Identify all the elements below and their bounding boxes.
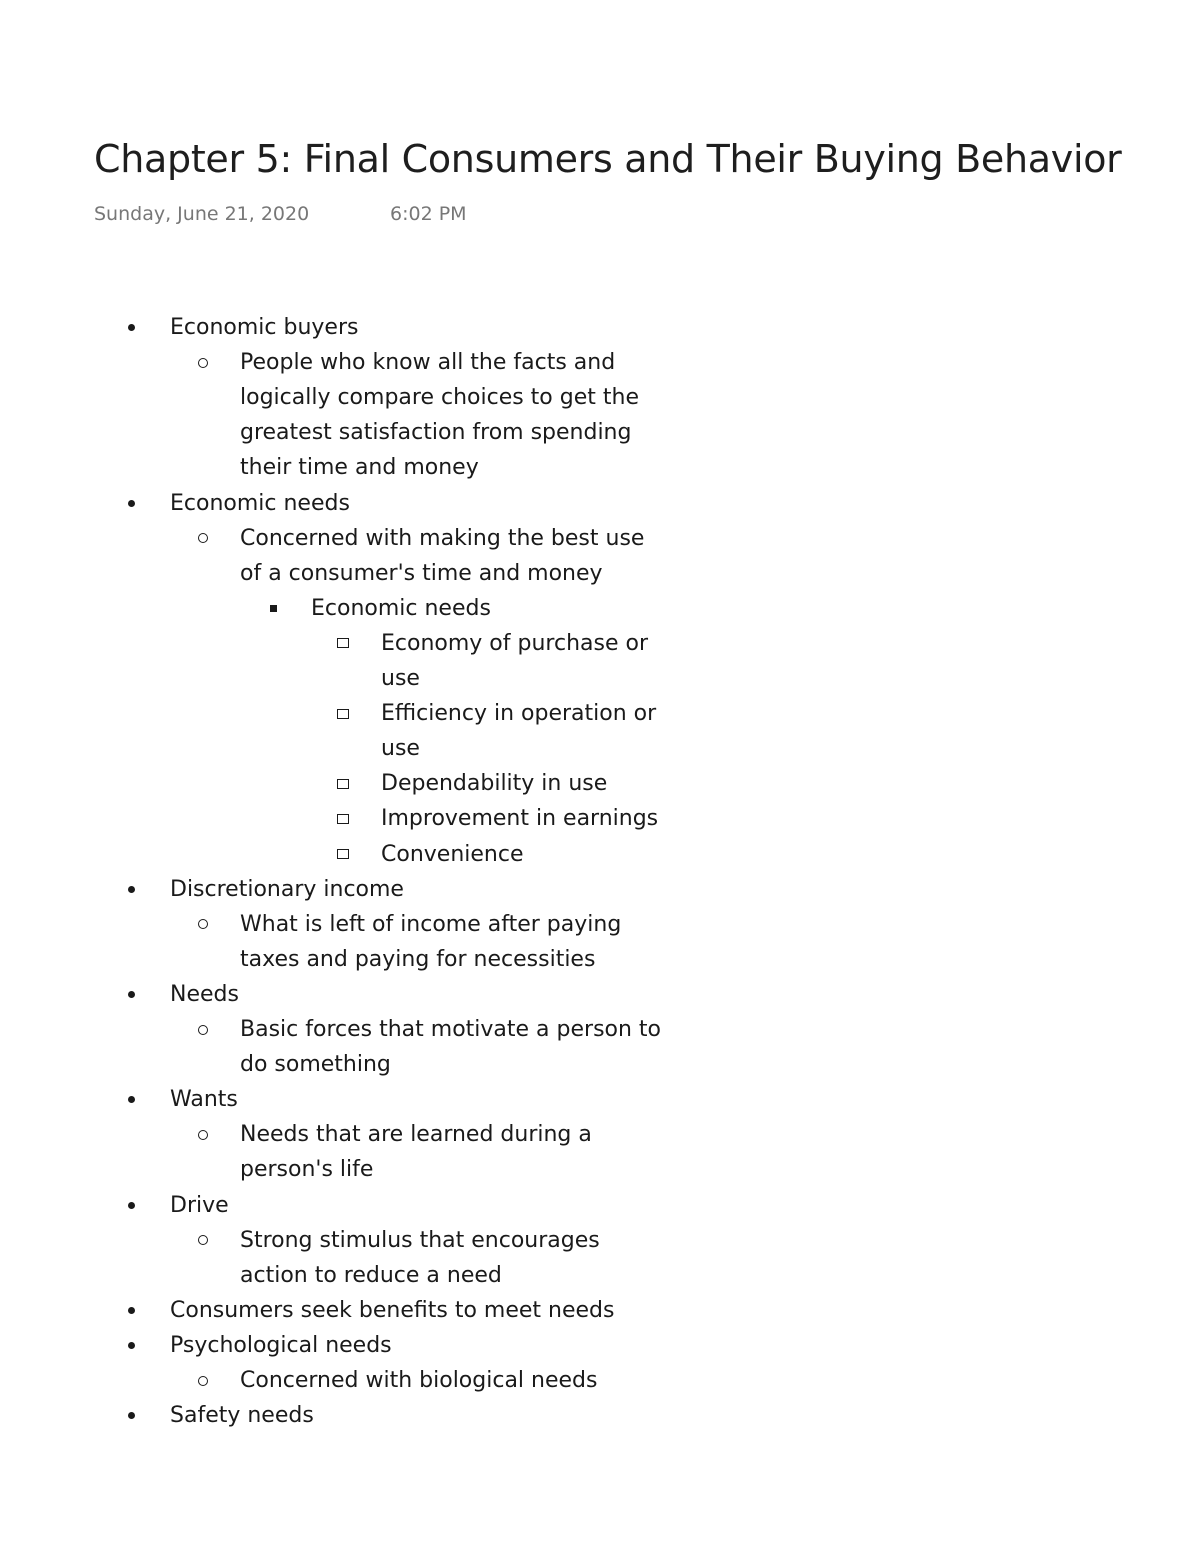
square-bullet-icon [266, 591, 280, 626]
outline-line[interactable] [0, 977, 1200, 1012]
circle-bullet-icon [196, 1223, 210, 1258]
outline-line[interactable] [0, 872, 1200, 907]
outline-text: Strong stimulus that encourages [240, 1227, 600, 1253]
outline-line[interactable] [0, 450, 1200, 485]
outline-text: use [381, 736, 420, 762]
outline-line[interactable] [0, 380, 1200, 415]
page-title[interactable]: Chapter 5: Final Consumers and Their Buying Behavior [94, 137, 1122, 181]
outline-line[interactable] [0, 486, 1200, 521]
bullet-icon [124, 872, 138, 907]
checkbox-bullet-icon [336, 837, 350, 872]
bullet-icon [124, 1082, 138, 1117]
page-date: Sunday, June 21, 2020 [94, 203, 310, 225]
outline-text: Economic needs [170, 490, 350, 516]
outline-line[interactable] [0, 626, 1200, 661]
outline-text: Drive [170, 1192, 229, 1218]
outline-line[interactable] [0, 1258, 1200, 1293]
outline-text: Needs that are learned during a [240, 1122, 592, 1148]
outline-line[interactable] [0, 556, 1200, 591]
outline-text: logically compare choices to get the [240, 385, 639, 411]
outline-text: Efficiency in operation or [381, 701, 657, 727]
outline-line[interactable] [0, 1328, 1200, 1363]
outline-line[interactable] [0, 731, 1200, 766]
outline-text: Economy of purchase or [381, 630, 648, 656]
checkbox-bullet-icon [336, 766, 350, 801]
bullet-icon [124, 1398, 138, 1433]
outline-line[interactable] [0, 907, 1200, 942]
outline-line[interactable] [0, 1047, 1200, 1082]
outline-text: person's life [240, 1157, 374, 1183]
outline-line[interactable] [0, 1188, 1200, 1223]
circle-bullet-icon [196, 1363, 210, 1398]
outline-line[interactable] [0, 661, 1200, 696]
outline-text: Wants [170, 1087, 238, 1113]
checkbox-bullet-icon [336, 801, 350, 836]
circle-bullet-icon [196, 521, 210, 556]
outline-text: Concerned with biological needs [240, 1368, 598, 1393]
outline-line[interactable] [0, 1082, 1200, 1117]
checkbox-bullet-icon [336, 626, 350, 661]
outline-text: Psychological needs [170, 1332, 392, 1358]
outline-text: Dependability in use [381, 771, 608, 797]
outline-text: Improvement in earnings [381, 806, 659, 832]
outline-text: use [381, 666, 420, 691]
page-timestamp [94, 200, 467, 228]
outline-line[interactable] [0, 415, 1200, 450]
circle-bullet-icon [196, 1117, 210, 1152]
outline-text: Basic forces that motivate a person to [240, 1017, 662, 1042]
bullet-icon [124, 486, 138, 521]
circle-bullet-icon [196, 1012, 210, 1047]
bullet-icon [124, 1188, 138, 1223]
outline-text: Economic buyers [170, 315, 359, 340]
outline-text: Concerned with making the best use [240, 525, 645, 551]
outline-text: of a consumer's time and money [240, 560, 603, 586]
outline-line[interactable] [0, 696, 1200, 731]
outline-text: do something [240, 1052, 391, 1078]
outline-line[interactable] [0, 837, 1200, 872]
bullet-icon [124, 1293, 138, 1328]
outline-line[interactable] [0, 766, 1200, 801]
outline-line[interactable] [0, 521, 1200, 556]
page-time: 6:02 PM [390, 203, 467, 225]
checkbox-bullet-icon [336, 696, 350, 731]
outline-line[interactable] [0, 345, 1200, 380]
outline-text: their time and money [240, 455, 479, 481]
outline-line[interactable] [0, 310, 1200, 345]
outline-line[interactable] [0, 591, 1200, 626]
outline-text: What is left of income after paying [240, 911, 622, 937]
bullet-icon [124, 1328, 138, 1363]
circle-bullet-icon [196, 907, 210, 942]
outline-text: greatest satisfaction from spending [240, 420, 632, 446]
outline-line[interactable] [0, 1152, 1200, 1187]
outline-line[interactable] [0, 801, 1200, 836]
outline-line[interactable] [0, 1293, 1200, 1328]
outline-text: Convenience [381, 841, 524, 867]
outline-line[interactable] [0, 1363, 1200, 1398]
outline-text: Safety needs [170, 1403, 314, 1429]
outline-text: Economic needs [311, 595, 491, 621]
outline-text: taxes and paying for necessities [240, 946, 596, 972]
outline-line[interactable] [0, 1223, 1200, 1258]
outline-line[interactable] [0, 942, 1200, 977]
outline-text: Consumers seek benefits to meet needs [170, 1297, 615, 1323]
outline-text: People who know all the facts and [240, 350, 616, 376]
bullet-icon [124, 977, 138, 1012]
outline-line[interactable] [0, 1117, 1200, 1152]
outline-text: Discretionary income [170, 876, 404, 902]
circle-bullet-icon [196, 345, 210, 380]
outline-text: action to reduce a need [240, 1262, 502, 1288]
bullet-icon [124, 310, 138, 345]
outline-line[interactable] [0, 1012, 1200, 1047]
outline-line[interactable] [0, 1398, 1200, 1433]
outline-text: Needs [170, 981, 239, 1007]
